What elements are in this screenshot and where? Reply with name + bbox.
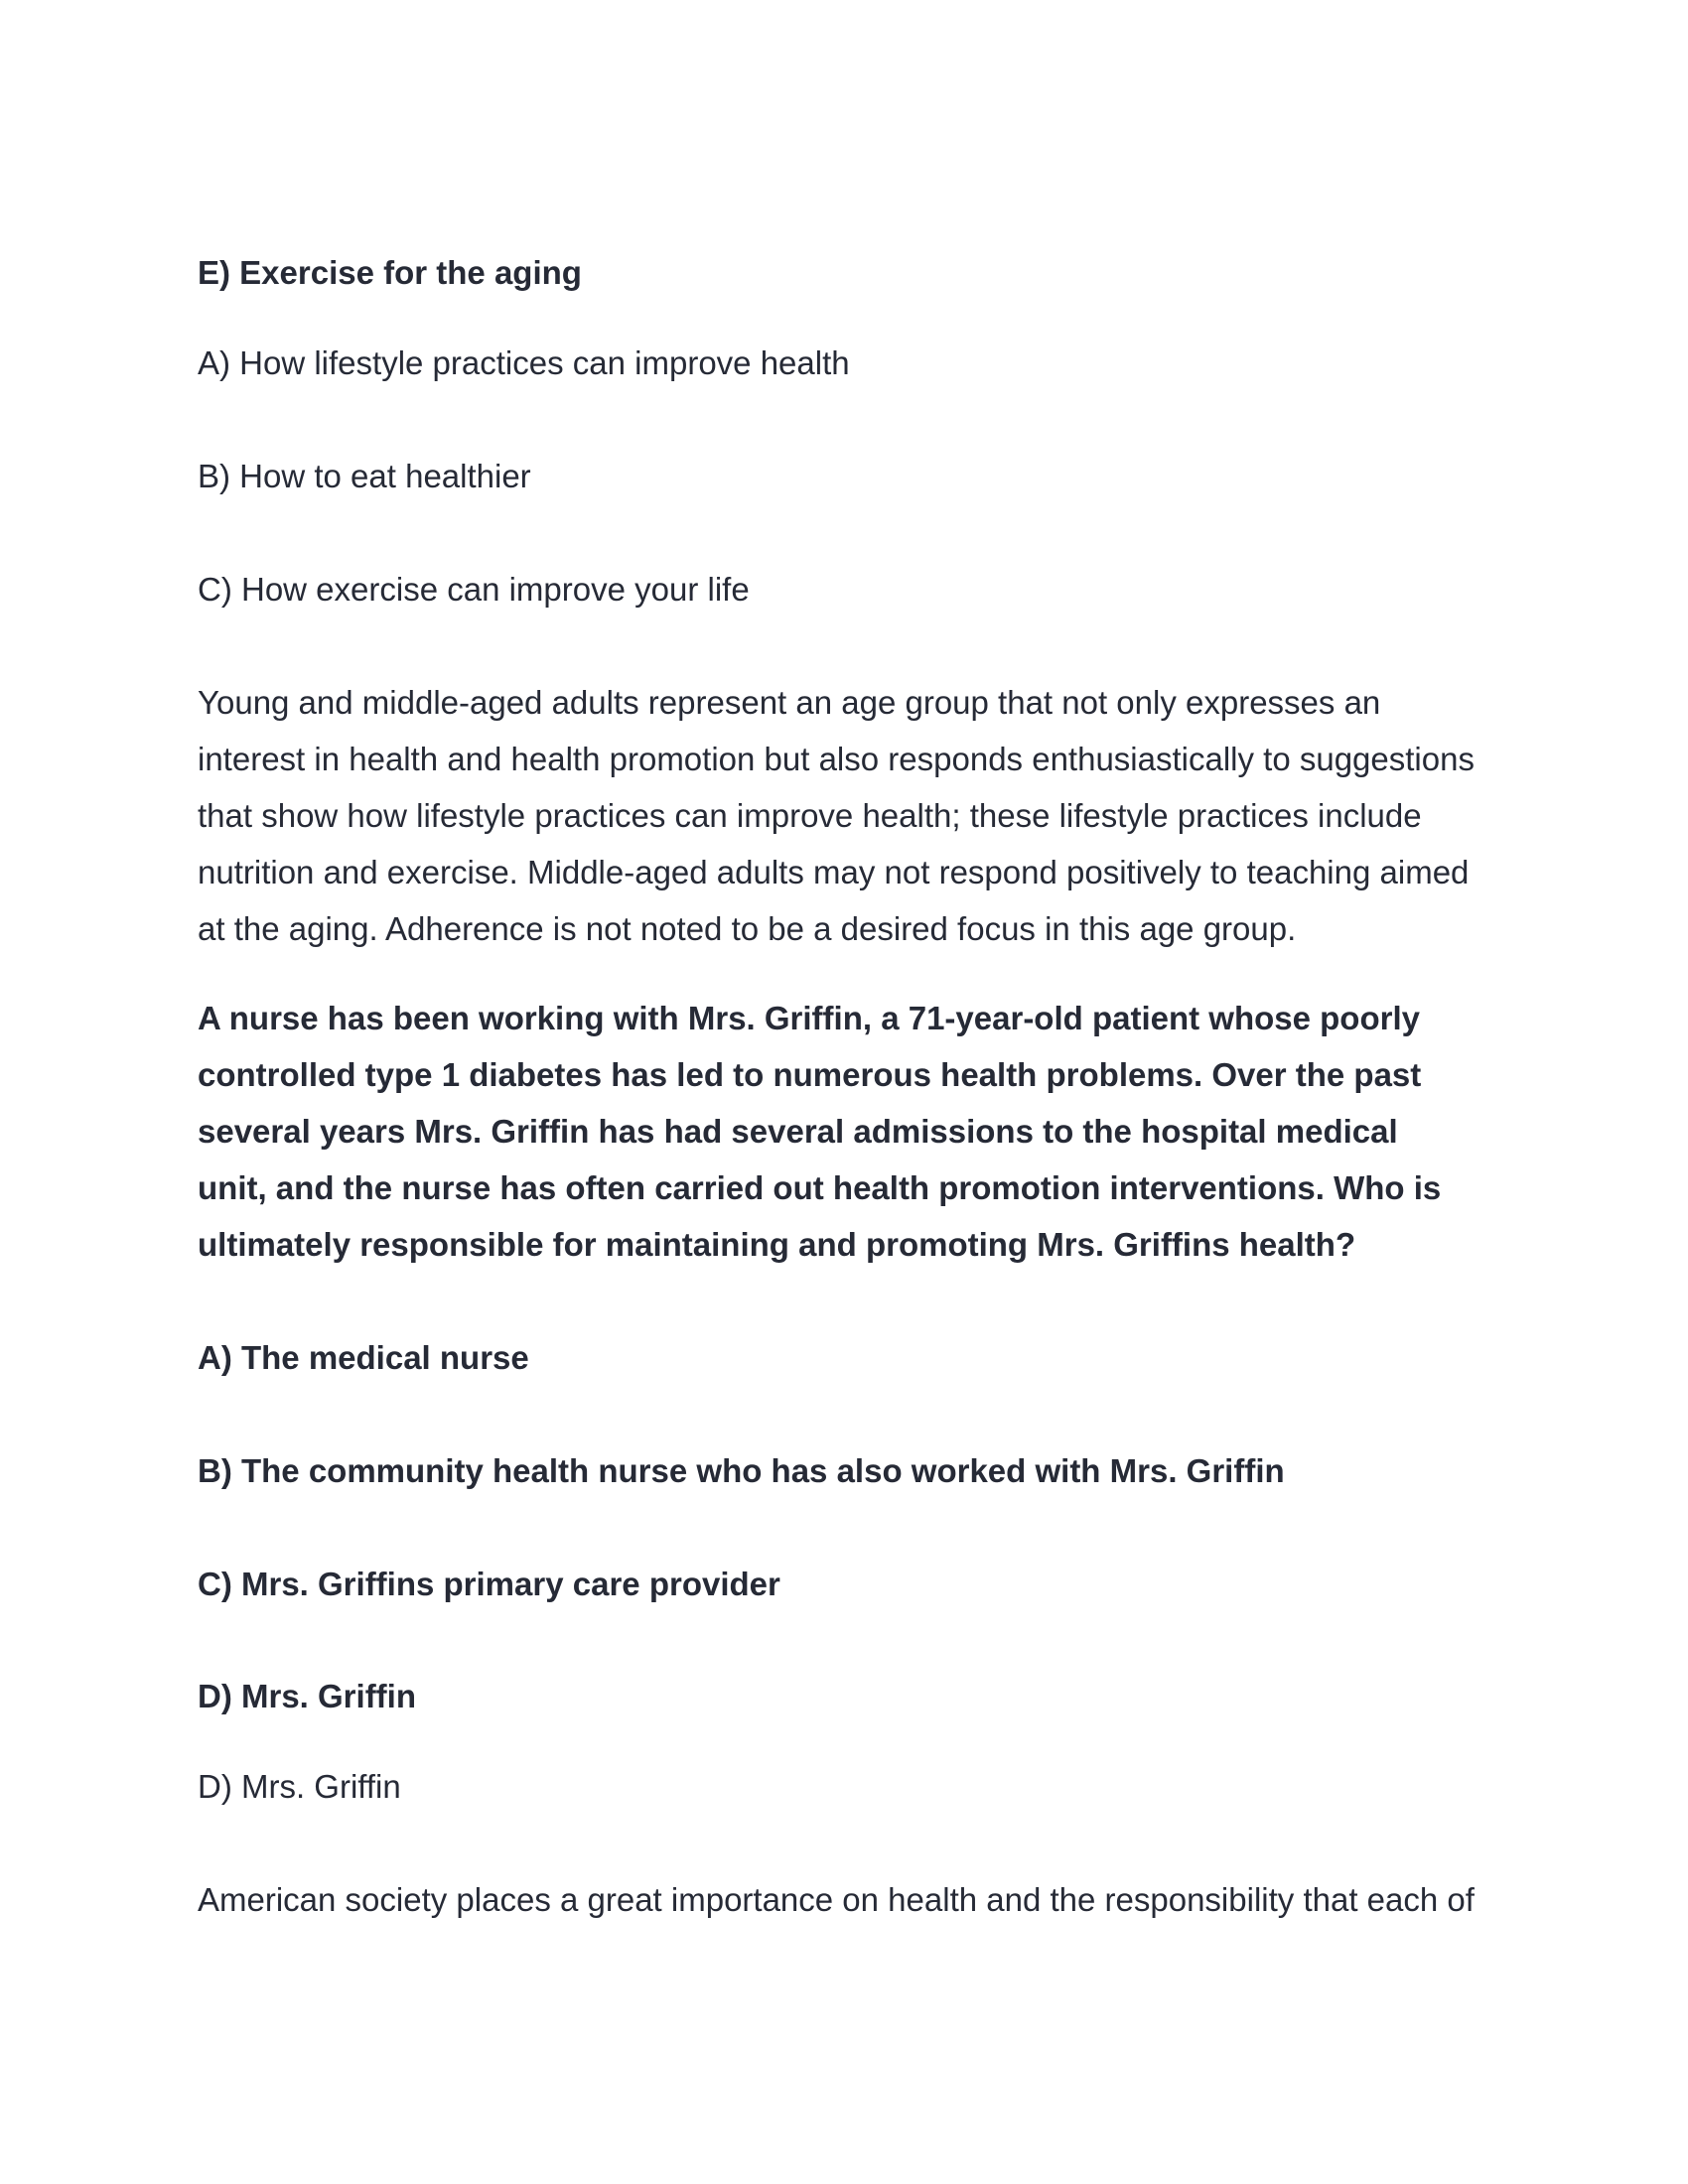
- prev-answer-a: A) How lifestyle practices can improve health: [198, 344, 850, 381]
- prev-option-e: E) Exercise for the aging: [198, 254, 582, 291]
- rationale-line-1: Young and middle-aged adults represent an age group that not only expresses an: [198, 684, 1381, 721]
- question-stem-line-1: A nurse has been working with Mrs. Griffin, a 71-year-old patient whose poorly: [198, 1000, 1420, 1036]
- rationale-line-4: nutrition and exercise. Middle-aged adults may not respond positively to teaching aimed: [198, 854, 1470, 890]
- option-c: C) Mrs. Griffins primary care provider: [198, 1566, 780, 1602]
- prev-answer-b: B) How to eat healthier: [198, 458, 531, 494]
- question-stem-line-5: ultimately responsible for maintaining and promoting Mrs. Griffins health?: [198, 1226, 1356, 1263]
- rationale-line-3: that show how lifestyle practices can improve health; these lifestyle practices include: [198, 797, 1422, 834]
- question-stem-line-2: controlled type 1 diabetes has led to numerous health problems. Over the past: [198, 1056, 1422, 1093]
- answer: D) Mrs. Griffin: [198, 1768, 401, 1805]
- question-stem-line-3: several years Mrs. Griffin has had several admissions to the hospital medical: [198, 1113, 1398, 1150]
- rationale-line-2: interest in health and health promotion but also responds enthusiastically to suggestions: [198, 741, 1475, 777]
- option-d: D) Mrs. Griffin: [198, 1678, 416, 1714]
- option-a: A) The medical nurse: [198, 1339, 529, 1376]
- rationale-start: American society places a great importance on health and the responsibility that each of: [198, 1881, 1475, 1918]
- question-stem-line-4: unit, and the nurse has often carried out health promotion interventions. Who is: [198, 1169, 1442, 1206]
- prev-answer-c: C) How exercise can improve your life: [198, 571, 750, 608]
- option-b: B) The community health nurse who has also worked with Mrs. Griffin: [198, 1452, 1285, 1489]
- rationale-line-5: at the aging. Adherence is not noted to be a desired focus in this age group.: [198, 910, 1297, 947]
